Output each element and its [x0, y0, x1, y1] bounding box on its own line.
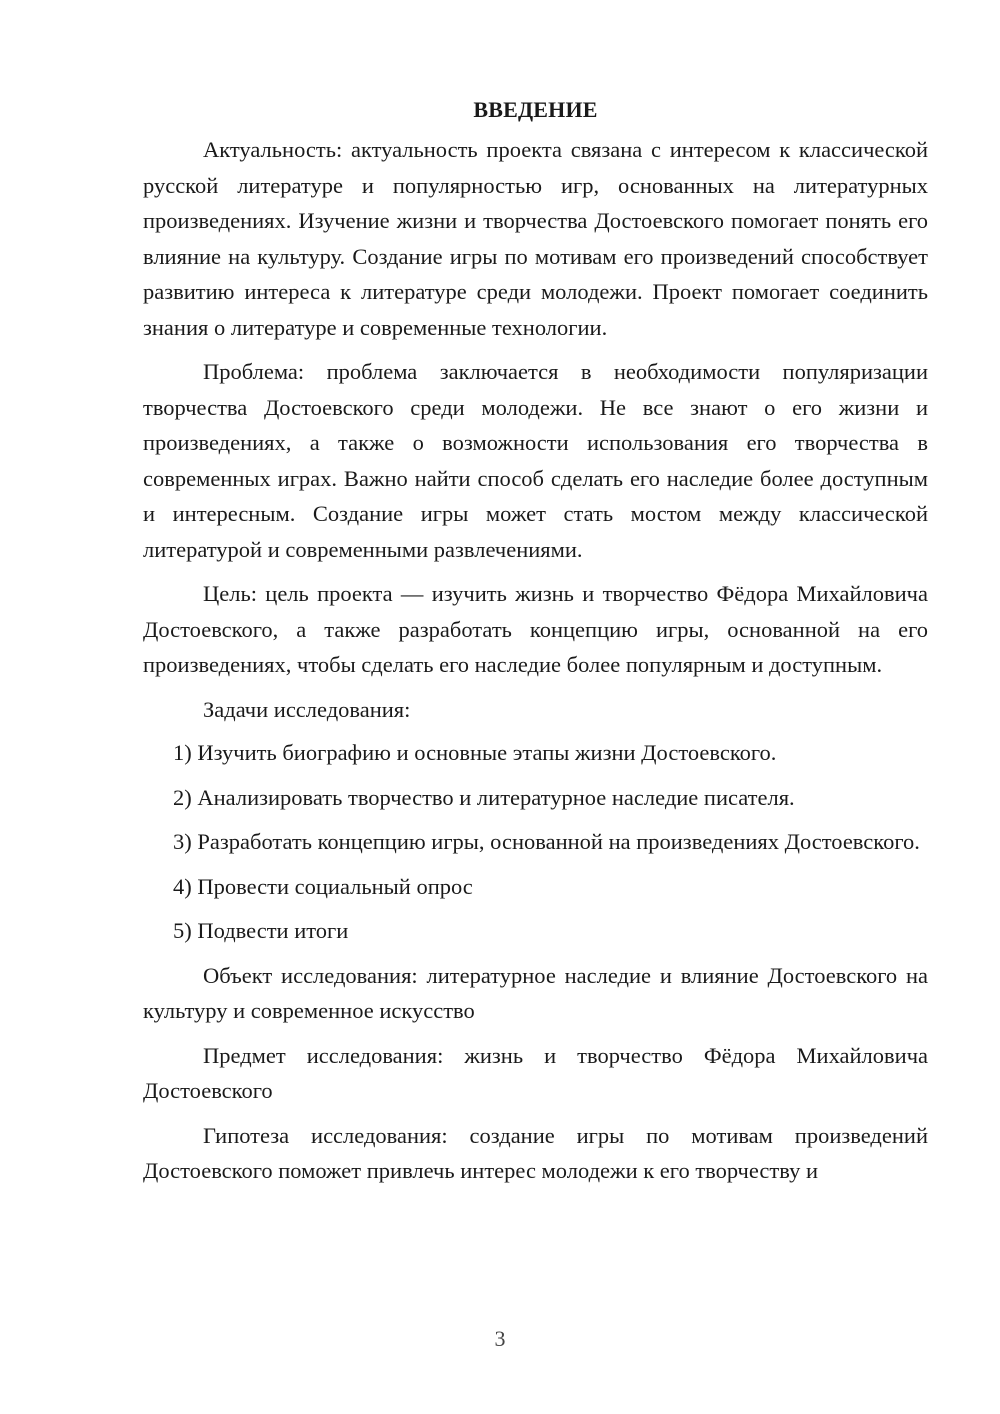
task-item-1: 1) Изучить биографию и основные этапы жизни Достоевского.	[173, 740, 777, 765]
paragraph-goal: Цель: цель проекта — изучить жизнь и творчество Фёдора Михайловича Достоевского, а также разработать концепцию игры, основанной на его произведениях, чтобы сделать его наследие более популярным и доступным.	[143, 581, 928, 677]
page-body	[143, 88, 928, 1198]
task-item-3: 3) Разработать концепцию игры, основанной на произведениях Достоевского.	[173, 829, 920, 854]
paragraph-tasks-heading: Задачи исследования:	[203, 696, 411, 722]
paragraph-problem: Проблема: проблема заключается в необходимости популяризации творчества Достоевского среди молодежи. Не все знают о его жизни и произведениях, а также о возможности использования его творчества в современных играх. Важно найти способ сделать его наследие более доступным и интересным. Создание игры может стать мостом между классической литературой и современными развлечениями.	[143, 359, 928, 562]
task-item-4: 4) Провести социальный опрос	[173, 873, 473, 899]
paragraph-object: Объект исследования: литературное наследие и влияние Достоевского на культуру и современное искусство	[143, 962, 928, 1023]
paragraph-hypothesis: Гипотеза исследования: создание игры по мотивам произведений Достоевского поможет привлечь интерес молодежи к его творчеству и	[143, 1122, 928, 1183]
paragraph-subject: Предмет исследования: жизнь и творчество Фёдора Михайловича Достоевского	[143, 1042, 928, 1103]
section-title: ВВЕДЕНИЕ	[473, 97, 598, 122]
paragraph-relevance: Актуальность: актуальность проекта связана с интересом к классической русской литературе и популярностью игр, основанных на литературных произведениях. Изучение жизни и творчества Достоевского помогает понять его влияние на культуру. Создание игры по мотивам его произведений способствует развитию интереса к литературе среди молодежи. Проект помогает соединить знания о литературе и современные технологии.	[143, 137, 928, 340]
task-item-2: 2) Анализировать творчество и литературное наследие писателя.	[173, 784, 795, 810]
task-item-5: 5) Подвести итоги	[173, 918, 349, 943]
page-number: 3	[494, 1326, 506, 1351]
